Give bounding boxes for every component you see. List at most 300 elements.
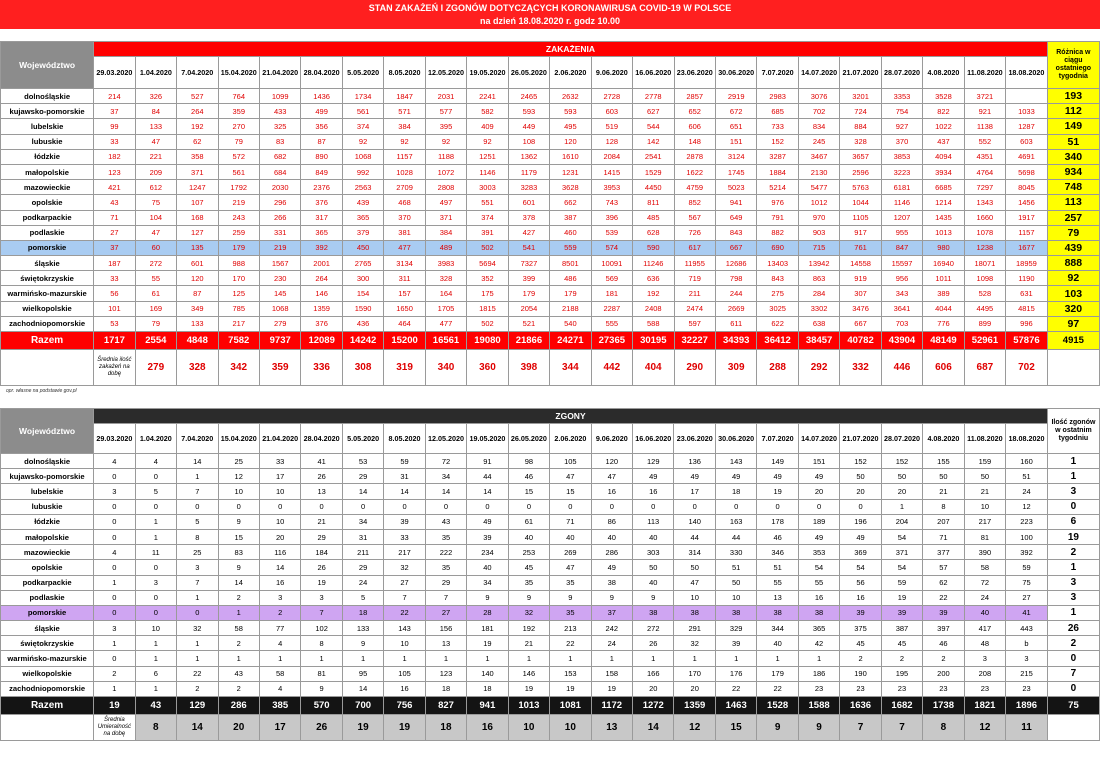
cell-value: 0 <box>342 499 383 514</box>
cell-value: 4 <box>94 545 135 560</box>
infections-date-header: 26.05.2020 <box>508 57 549 89</box>
cell-value: 502 <box>467 240 508 255</box>
cell-value: 59 <box>881 575 922 590</box>
cell-value: 685 <box>757 104 798 119</box>
cell-value: 2563 <box>342 180 383 195</box>
cell-value: 31 <box>342 529 383 544</box>
cell-value: 208 <box>964 666 1005 681</box>
average-spacer <box>1 350 94 386</box>
cell-value: 32 <box>177 621 218 636</box>
cell-value: 390 <box>964 545 1005 560</box>
cell-value: 143 <box>384 621 425 636</box>
total-row <box>1 332 1100 350</box>
total-value: 27365 <box>591 332 632 350</box>
cell-value: 1792 <box>218 180 259 195</box>
cell-value: 612 <box>135 180 176 195</box>
cell-value: 0 <box>177 499 218 514</box>
cell-value: 567 <box>674 210 715 225</box>
cell-value: 371 <box>425 210 466 225</box>
cell-value: 776 <box>923 316 964 331</box>
cell-value: 3223 <box>881 164 922 179</box>
cell-value: 146 <box>301 286 342 301</box>
cell-value: 72 <box>964 575 1005 590</box>
cell-value: 42 <box>798 636 839 651</box>
cell-value: 5023 <box>715 180 756 195</box>
total-value: 1682 <box>881 697 922 715</box>
cell-value: 164 <box>425 286 466 301</box>
cell-value: 13942 <box>798 256 839 271</box>
cell-value: 38 <box>674 605 715 620</box>
deaths-date-header: 18.08.2020 <box>1006 424 1048 454</box>
cell-value: 49 <box>591 560 632 575</box>
cell-value: 21 <box>508 636 549 651</box>
cell-value: 51 <box>757 560 798 575</box>
cell-value: 7 <box>177 484 218 499</box>
cell-value: 49 <box>840 529 881 544</box>
cell-value: 9 <box>218 560 259 575</box>
cell-value: 1146 <box>467 164 508 179</box>
cell-value: 244 <box>715 286 756 301</box>
cell-value: 11955 <box>674 256 715 271</box>
cell-value: 1567 <box>259 256 300 271</box>
cell-value: 1 <box>135 529 176 544</box>
cell-value: 26 <box>633 636 674 651</box>
average-row <box>1 715 1100 741</box>
cell-value: 3003 <box>467 180 508 195</box>
infections-date-header: 12.05.2020 <box>425 57 466 89</box>
region-name: opolskie <box>1 195 94 210</box>
weekly-change: 439 <box>1047 240 1099 255</box>
average-value: 7 <box>840 715 881 741</box>
cell-value: 2130 <box>798 164 839 179</box>
cell-value: 628 <box>633 225 674 240</box>
average-value: 702 <box>1006 350 1048 386</box>
infections-date-header: 23.06.2020 <box>674 57 715 89</box>
cell-value: 22 <box>177 666 218 681</box>
cell-value: 33 <box>259 454 300 469</box>
total-value: 1463 <box>715 697 756 715</box>
cell-value: 49 <box>715 469 756 484</box>
region-name: pomorskie <box>1 240 94 255</box>
cell-value: 7 <box>384 590 425 605</box>
cell-value: 24 <box>964 590 1005 605</box>
total-value: 1636 <box>840 697 881 715</box>
average-value: 404 <box>633 350 674 386</box>
cell-value: 1745 <box>715 164 756 179</box>
cell-value: 29 <box>342 560 383 575</box>
cell-value: 243 <box>218 210 259 225</box>
average-value: 13 <box>591 715 632 741</box>
cell-value: 468 <box>384 195 425 210</box>
cell-value: 264 <box>177 104 218 119</box>
cell-value: 439 <box>342 195 383 210</box>
cell-value: 1099 <box>259 89 300 104</box>
cell-value: 5477 <box>798 180 839 195</box>
average-value: 344 <box>550 350 591 386</box>
cell-value: 399 <box>508 271 549 286</box>
cell-value: 2 <box>881 651 922 666</box>
cell-value: 24 <box>1006 484 1048 499</box>
cell-value: 0 <box>94 469 135 484</box>
cell-value: 27 <box>425 605 466 620</box>
cell-value: 1013 <box>923 225 964 240</box>
average-value: 15 <box>715 715 756 741</box>
cell-value: 200 <box>923 666 964 681</box>
cell-value: 1 <box>135 514 176 529</box>
cell-value: 113 <box>633 514 674 529</box>
weekly-change: 112 <box>1047 104 1099 119</box>
weekly-change: 257 <box>1047 210 1099 225</box>
cell-value: 1677 <box>1006 240 1048 255</box>
table-row <box>1 575 1100 590</box>
cell-value: 179 <box>757 666 798 681</box>
cell-value: 47 <box>135 225 176 240</box>
region-name: lubuskie <box>1 499 94 514</box>
average-value: 17 <box>259 715 300 741</box>
table-row <box>1 529 1100 544</box>
cell-value: 18 <box>467 681 508 696</box>
total-value: 15200 <box>384 332 425 350</box>
cell-value: 242 <box>591 621 632 636</box>
cell-value: 223 <box>1006 514 1048 529</box>
cell-value: 175 <box>467 286 508 301</box>
table-row <box>1 286 1100 301</box>
cell-value: 14 <box>467 484 508 499</box>
cell-value: 409 <box>467 119 508 134</box>
cell-value: 38 <box>798 605 839 620</box>
cell-value: 146 <box>508 666 549 681</box>
cell-value: 1 <box>881 499 922 514</box>
infections-date-header: 29.03.2020 <box>94 57 135 89</box>
cell-value: 903 <box>798 225 839 240</box>
cell-value: 19 <box>301 575 342 590</box>
cell-value: 15597 <box>881 256 922 271</box>
cell-value: 1 <box>674 651 715 666</box>
cell-value: 326 <box>135 89 176 104</box>
cell-value: 2001 <box>301 256 342 271</box>
region-name: opolskie <box>1 560 94 575</box>
infections-date-header: 7.04.2020 <box>177 57 218 89</box>
average-value: 290 <box>674 350 715 386</box>
cell-value: 5694 <box>467 256 508 271</box>
average-value: 398 <box>508 350 549 386</box>
weekly-change: 193 <box>1047 89 1099 104</box>
cell-value: 213 <box>550 621 591 636</box>
table-row <box>1 180 1100 195</box>
cell-value: 61 <box>508 514 549 529</box>
cell-value: 77 <box>259 621 300 636</box>
cell-value: 55 <box>798 575 839 590</box>
cell-value: 40 <box>964 605 1005 620</box>
average-value: 340 <box>425 350 466 386</box>
average-value: 9 <box>798 715 839 741</box>
cell-value: 46 <box>923 636 964 651</box>
cell-value: 1 <box>135 636 176 651</box>
infections-date-header: 28.04.2020 <box>301 57 342 89</box>
cell-value: 2 <box>259 605 300 620</box>
cell-value: 23 <box>923 681 964 696</box>
cell-value: 143 <box>715 454 756 469</box>
average-value: 10 <box>508 715 549 741</box>
cell-value: 588 <box>633 316 674 331</box>
cell-value: 291 <box>674 621 715 636</box>
cell-value: 343 <box>881 286 922 301</box>
cell-value: 29 <box>301 529 342 544</box>
cell-value: 396 <box>591 210 632 225</box>
cell-value: 3 <box>964 651 1005 666</box>
cell-value: 1 <box>384 651 425 666</box>
cell-value: 148 <box>674 134 715 149</box>
cell-value: 43 <box>425 514 466 529</box>
weekly-change: 3 <box>1047 590 1099 605</box>
cell-value: 105 <box>384 666 425 681</box>
cell-value: 35 <box>550 575 591 590</box>
average-value: 7 <box>881 715 922 741</box>
cell-value: 1456 <box>1006 195 1048 210</box>
average-value: 359 <box>259 350 300 386</box>
cell-value: 22 <box>715 681 756 696</box>
cell-value: 195 <box>881 666 922 681</box>
cell-value: 497 <box>425 195 466 210</box>
cell-value: 1 <box>135 681 176 696</box>
total-value: 43904 <box>881 332 922 350</box>
cell-value: 55 <box>135 271 176 286</box>
weekly-change: 3 <box>1047 575 1099 590</box>
deaths-date-header: 21.04.2020 <box>259 424 300 454</box>
cell-value: 3853 <box>881 149 922 164</box>
cell-value: 449 <box>508 119 549 134</box>
cell-value: 10 <box>964 499 1005 514</box>
cell-value: 1012 <box>798 195 839 210</box>
total-value: 1272 <box>633 697 674 715</box>
infections-date-header: 2.06.2020 <box>550 57 591 89</box>
cell-value: 662 <box>550 195 591 210</box>
average-value: 18 <box>425 715 466 741</box>
cell-value: 50 <box>881 469 922 484</box>
cell-value: 0 <box>135 605 176 620</box>
average-value: 16 <box>467 715 508 741</box>
deaths-date-header: 12.05.2020 <box>425 424 466 454</box>
cell-value: 2632 <box>550 89 591 104</box>
cell-value: 105 <box>550 454 591 469</box>
cell-value: 834 <box>798 119 839 134</box>
cell-value: 1362 <box>508 149 549 164</box>
cell-value: 638 <box>798 316 839 331</box>
cell-value: 9 <box>301 681 342 696</box>
table-row <box>1 484 1100 499</box>
cell-value: 2765 <box>342 256 383 271</box>
total-value: 1013 <box>508 697 549 715</box>
weekly-change: 97 <box>1047 316 1099 331</box>
cell-value: 154 <box>342 286 383 301</box>
cell-value: 20 <box>840 484 881 499</box>
cell-value: 120 <box>177 271 218 286</box>
cell-value: 0 <box>591 499 632 514</box>
cell-value: 541 <box>508 240 549 255</box>
cell-value: 2 <box>94 666 135 681</box>
cell-value: 486 <box>550 271 591 286</box>
cell-value: 5214 <box>757 180 798 195</box>
cell-value: 4815 <box>1006 301 1048 316</box>
weekly-change: 103 <box>1047 286 1099 301</box>
cell-value: 376 <box>301 195 342 210</box>
cell-value: 371 <box>881 545 922 560</box>
cell-value: 18 <box>715 484 756 499</box>
cell-value: 133 <box>135 119 176 134</box>
total-value: 1738 <box>923 697 964 715</box>
region-name: świętokrzyskie <box>1 636 94 651</box>
total-value: 827 <box>425 697 466 715</box>
cell-value: 1238 <box>964 240 1005 255</box>
total-value: 7582 <box>218 332 259 350</box>
cell-value: 433 <box>259 104 300 119</box>
cell-value: 374 <box>342 119 383 134</box>
cell-value: 450 <box>342 240 383 255</box>
cell-value: 35 <box>425 560 466 575</box>
cell-value: 437 <box>923 134 964 149</box>
cell-value: 39 <box>384 514 425 529</box>
total-value: 941 <box>467 697 508 715</box>
average-value: 12 <box>674 715 715 741</box>
cell-value: 159 <box>964 454 1005 469</box>
cell-value: 11 <box>135 545 176 560</box>
cell-value: 190 <box>840 666 881 681</box>
cell-value: 919 <box>840 271 881 286</box>
cell-value: 152 <box>757 134 798 149</box>
cell-value: 606 <box>674 119 715 134</box>
cell-value: 389 <box>923 286 964 301</box>
cell-value: 3476 <box>840 301 881 316</box>
cell-value: 133 <box>177 316 218 331</box>
cell-value: 54 <box>881 529 922 544</box>
cell-value: 0 <box>177 605 218 620</box>
cell-value: 2778 <box>633 89 674 104</box>
total-value: 700 <box>342 697 383 715</box>
cell-value: 0 <box>94 651 135 666</box>
cell-value: 617 <box>674 240 715 255</box>
total-value: 4848 <box>177 332 218 350</box>
cell-value: 890 <box>301 149 342 164</box>
cell-value: 636 <box>633 271 674 286</box>
cell-value: 19 <box>467 636 508 651</box>
region-name: śląskie <box>1 621 94 636</box>
cell-value: 92 <box>384 134 425 149</box>
cell-value: 551 <box>467 195 508 210</box>
cell-value: 764 <box>218 89 259 104</box>
cell-value: 7 <box>425 590 466 605</box>
cell-value: 196 <box>840 514 881 529</box>
cell-value: 33 <box>94 134 135 149</box>
cell-value: 882 <box>757 225 798 240</box>
cell-value: 791 <box>757 210 798 225</box>
cell-value: 21 <box>923 484 964 499</box>
cell-value: 259 <box>218 225 259 240</box>
cell-value: 47 <box>135 134 176 149</box>
cell-value: 4 <box>135 454 176 469</box>
cell-value: 22 <box>923 590 964 605</box>
cell-value: 54 <box>840 560 881 575</box>
cell-value: 1011 <box>923 271 964 286</box>
cell-value: 4094 <box>923 149 964 164</box>
cell-value: 3657 <box>840 149 881 164</box>
cell-value: 2031 <box>425 89 466 104</box>
cell-value: 527 <box>177 89 218 104</box>
cell-value: 436 <box>342 316 383 331</box>
cell-value: 142 <box>633 134 674 149</box>
cell-value: 0 <box>135 590 176 605</box>
table-row <box>1 499 1100 514</box>
cell-value: 39 <box>923 605 964 620</box>
cell-value: 49 <box>798 469 839 484</box>
cell-value: 46 <box>757 529 798 544</box>
table-row <box>1 651 1100 666</box>
cell-value: 49 <box>674 469 715 484</box>
cell-value: 14 <box>384 484 425 499</box>
cell-value: 352 <box>467 271 508 286</box>
average-value: 12 <box>964 715 1005 741</box>
cell-value: 847 <box>881 240 922 255</box>
cell-value: 22 <box>757 681 798 696</box>
cell-value: 168 <box>177 210 218 225</box>
table-row <box>1 210 1100 225</box>
cell-value: 234 <box>467 545 508 560</box>
cell-value: 214 <box>94 89 135 104</box>
cell-value: 377 <box>923 545 964 560</box>
average-value: 606 <box>923 350 964 386</box>
cell-value: 593 <box>550 104 591 119</box>
cell-value: 2241 <box>467 89 508 104</box>
region-name: mazowieckie <box>1 180 94 195</box>
cell-value: 75 <box>1006 575 1048 590</box>
cell-value: 1705 <box>425 301 466 316</box>
total-value: 24271 <box>550 332 591 350</box>
cell-value: 18071 <box>964 256 1005 271</box>
cell-value: 217 <box>384 545 425 560</box>
cell-value: 5 <box>177 514 218 529</box>
cell-value: 0 <box>94 514 135 529</box>
cell-value: 87 <box>177 286 218 301</box>
cell-value: 39 <box>840 605 881 620</box>
cell-value: 26 <box>301 469 342 484</box>
cell-value: 47 <box>591 469 632 484</box>
cell-value: 4 <box>94 454 135 469</box>
cell-value: 286 <box>591 545 632 560</box>
cell-value: 59 <box>1006 560 1048 575</box>
cell-value: 2 <box>923 651 964 666</box>
cell-value: 325 <box>259 119 300 134</box>
average-value: 14 <box>633 715 674 741</box>
cell-value: 264 <box>301 271 342 286</box>
cell-value: 785 <box>218 301 259 316</box>
infections-date-header: 11.08.2020 <box>964 57 1005 89</box>
cell-value: 120 <box>591 454 632 469</box>
cell-value: 275 <box>757 286 798 301</box>
table-row <box>1 469 1100 484</box>
cell-value: 811 <box>633 195 674 210</box>
cell-value: 733 <box>757 119 798 134</box>
cell-value: 253 <box>508 545 549 560</box>
weekly-change: 113 <box>1047 195 1099 210</box>
cell-value: 47 <box>550 560 591 575</box>
cell-value: 561 <box>218 164 259 179</box>
cell-value: 2709 <box>384 180 425 195</box>
deaths-date-header: 21.07.2020 <box>840 424 881 454</box>
cell-value: 3 <box>135 575 176 590</box>
total-value: 19080 <box>467 332 508 350</box>
infections-section-title: ZAKAŻENIA <box>94 42 1048 57</box>
cell-value: 61 <box>135 286 176 301</box>
cell-value: 2 <box>177 681 218 696</box>
